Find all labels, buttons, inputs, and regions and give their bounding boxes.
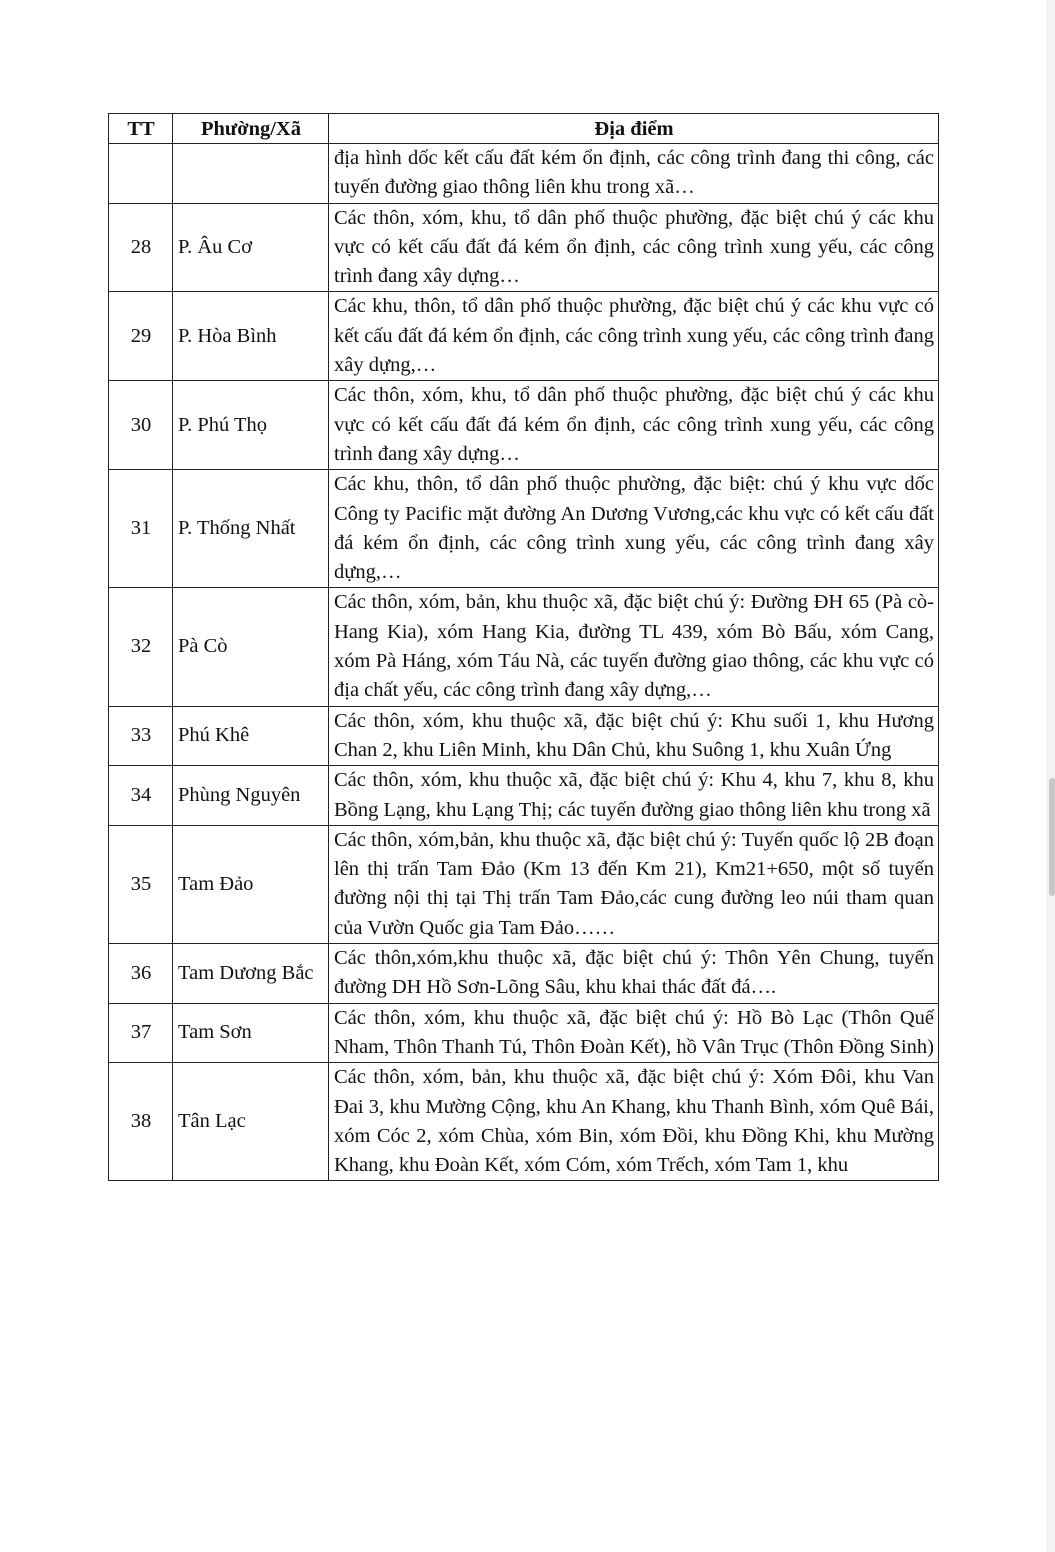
row-number: 33 (109, 706, 173, 766)
header-ward-commune: Phường/Xã (173, 114, 329, 144)
table-row (109, 766, 939, 826)
ward-name: Pà Cò (173, 588, 329, 706)
ward-name: P. Thống Nhất (173, 470, 329, 588)
ward-name: Tam Dương Bắc (173, 944, 329, 1004)
table-row (109, 1003, 939, 1063)
row-number (109, 144, 173, 204)
location-text: Các thôn, xóm, khu thuộc xã, đặc biệt chú ý: Khu 4, khu 7, khu 8, khu Bồng Lạng, khu Lạng Thị; các tuyến đường giao thông liên khu trong xã (329, 766, 939, 826)
row-number: 31 (109, 470, 173, 588)
ward-name: Phùng Nguyên (173, 766, 329, 826)
row-number: 32 (109, 588, 173, 706)
ward-name: Phú Khê (173, 706, 329, 766)
location-text: Các khu, thôn, tổ dân phố thuộc phường, đặc biệt chú ý các khu vực có kết cấu đất đá kém ổn định, các công trình xung yếu, các công trình đang xây dựng,… (329, 292, 939, 381)
table-row (109, 588, 939, 706)
table-row (109, 944, 939, 1004)
table-row (109, 825, 939, 943)
location-text: Các thôn, xóm, bản, khu thuộc xã, đặc biệt chú ý: Xóm Đôi, khu Van Đai 3, khu Mường Cộng, khu An Khang, khu Thanh Bình, xóm Quê Bái, xóm Cóc 2, xóm Chùa, xóm Bin, xóm Đồi, khu Đồng Khi, khu Mường Khang, khu Đoàn Kết, xóm Cóm, xóm Trếch, xóm Tam 1, khu (329, 1063, 939, 1181)
row-number: 30 (109, 381, 173, 470)
table-row (109, 706, 939, 766)
table-row (109, 1063, 939, 1181)
table-row (109, 470, 939, 588)
row-number: 34 (109, 766, 173, 826)
row-number: 35 (109, 825, 173, 943)
row-number: 28 (109, 203, 173, 292)
location-text: Các thôn, xóm, khu, tổ dân phố thuộc phường, đặc biệt chú ý các khu vực có kết cấu đất đá kém ổn định, các công trình xung yếu, các công trình đang xây dựng… (329, 381, 939, 470)
location-text: Các thôn, xóm,bản, khu thuộc xã, đặc biệt chú ý: Tuyến quốc lộ 2B đoạn lên thị trấn Tam Đảo (Km 13 đến Km 21), Km21+650, một số tuyến đường nội thị tại Thị trấn Tam Đảo,các cung đường leo núi tham quan của Vườn Quốc gia Tam Đảo…… (329, 825, 939, 943)
ward-name: Tam Đảo (173, 825, 329, 943)
location-text: Các thôn, xóm, khu thuộc xã, đặc biệt chú ý: Hồ Bò Lạc (Thôn Quế Nham, Thôn Thanh Tú, Thôn Đoàn Kết), hồ Vân Trục (Thôn Đồng Sinh) (329, 1003, 939, 1063)
table-row (109, 203, 939, 292)
ward-name: Tân Lạc (173, 1063, 329, 1181)
scrollbar-thumb[interactable] (1049, 778, 1055, 896)
location-text: Các thôn, xóm, khu thuộc xã, đặc biệt chú ý: Khu suối 1, khu Hương Chan 2, khu Liên Minh, khu Dân Chủ, khu Suông 1, khu Xuân Ứng (329, 706, 939, 766)
ward-name: Tam Sơn (173, 1003, 329, 1063)
locations-table (108, 113, 939, 1181)
location-text: Các thôn, xóm, bản, khu thuộc xã, đặc biệt chú ý: Đường ĐH 65 (Pà cò-Hang Kia), xóm Hang Kia, đường TL 439, xóm Bò Bấu, xóm Cang, xóm Pà Háng, xóm Táu Nà, các tuyến đường giao thông, các khu vực có địa chất yếu, các công trình đang xây dựng,… (329, 588, 939, 706)
ward-name: P. Âu Cơ (173, 203, 329, 292)
location-text: Các khu, thôn, tổ dân phố thuộc phường, đặc biệt: chú ý khu vực dốc Công ty Pacific mặt đường An Dương Vương,các khu vực có kết cấu đất đá kém ổn định, các công trình xung yếu, các công trình đang xây dựng,… (329, 470, 939, 588)
table-header-row (109, 114, 939, 144)
row-number: 37 (109, 1003, 173, 1063)
table-row (109, 292, 939, 381)
location-text: Các thôn,xóm,khu thuộc xã, đặc biệt chú ý: Thôn Yên Chung, tuyến đường DH Hồ Sơn-Lõng Sâu, khu khai thác đất đá…. (329, 944, 939, 1004)
ward-name: P. Hòa Bình (173, 292, 329, 381)
ward-name (173, 144, 329, 204)
row-number: 29 (109, 292, 173, 381)
row-number: 36 (109, 944, 173, 1004)
row-number: 38 (109, 1063, 173, 1181)
table-row (109, 381, 939, 470)
location-text: địa hình dốc kết cấu đất kém ổn định, các công trình đang thi công, các tuyến đường giao thông liên khu trong xã… (329, 144, 939, 204)
header-tt: TT (109, 114, 173, 144)
ward-name: P. Phú Thọ (173, 381, 329, 470)
location-text: Các thôn, xóm, khu, tổ dân phố thuộc phường, đặc biệt chú ý các khu vực có kết cấu đất đá kém ổn định, các công trình xung yếu, các công trình đang xây dựng… (329, 203, 939, 292)
header-location: Địa điểm (329, 114, 939, 144)
table-row (109, 144, 939, 204)
